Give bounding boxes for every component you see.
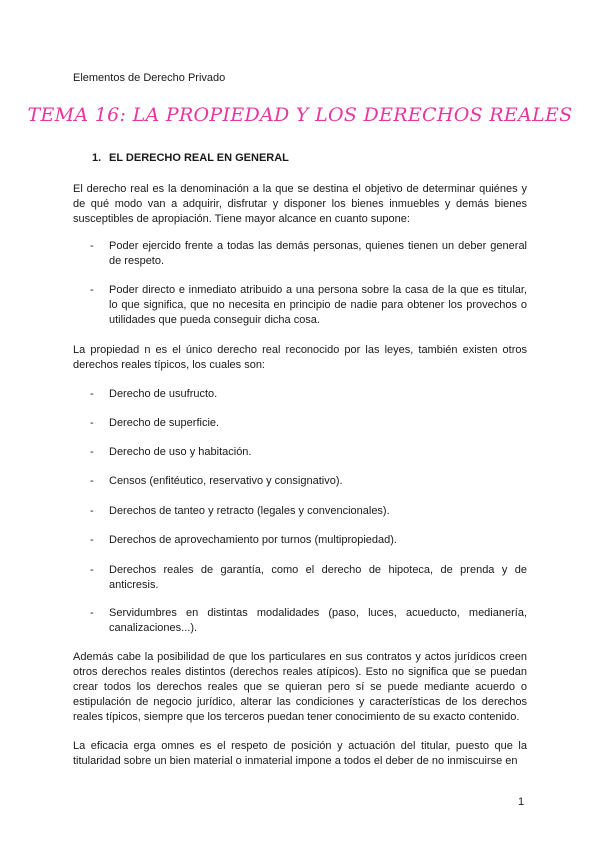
list-item-text: Poder ejercido frente a todas las demás personas, quienes tienen un deber general de respeto. — [109, 240, 527, 267]
list-item-text: Servidumbres en distintas modalidades (paso, luces, acueducto, medianería, canalizaciones...). — [109, 607, 527, 634]
document-header: Elementos de Derecho Privado — [73, 72, 226, 84]
paragraph-intro: El derecho real es la denominación a la que se destina el objetivo de determinar quiénes y de qué modo van a adquirir, disfrutar y disponer los bienes inmuebles y demás bienes susceptibles de apropiación. Tiene mayor alcance en cuanto supone: — [73, 183, 527, 225]
list-item — [90, 563, 527, 593]
list-item — [90, 445, 527, 460]
bullet-dash: - — [90, 284, 94, 296]
bullet-dash: - — [90, 240, 94, 252]
list-item-text: Derecho de usufructo. — [109, 388, 218, 400]
list-item-text: Poder directo e inmediato atribuido a una persona sobre la casa de la que es titular, lo que significa, que no necesita en principio de nadie para obtener los provechos o utilidades que pueda conseguir dicha cosa. — [109, 284, 527, 326]
list-item — [90, 504, 527, 519]
bullet-dash: - — [90, 475, 94, 487]
paragraph-typical-rights: La propiedad n es el único derecho real reconocido por las leyes, también existen otros derechos reales típicos, los cuales son: — [73, 344, 527, 371]
section-title: EL DERECHO REAL EN GENERAL — [109, 152, 289, 164]
bullet-dash: - — [90, 417, 94, 429]
bullet-dash: - — [90, 534, 94, 546]
bullet-dash: - — [90, 564, 94, 576]
list-item — [90, 283, 527, 328]
list-item-text: Derecho de superficie. — [109, 417, 220, 429]
section-number: 1. — [92, 152, 102, 164]
list-item — [90, 606, 527, 636]
bullet-dash: - — [90, 607, 94, 619]
section-heading — [92, 152, 289, 164]
list-item — [90, 387, 527, 402]
bullet-dash: - — [90, 388, 94, 400]
page-title: TEMA 16: LA PROPIEDAD Y LOS DERECHOS REALES — [27, 104, 573, 126]
list-item-text: Derechos de tanteo y retracto (legales y convencionales). — [109, 505, 390, 517]
bullet-dash: - — [90, 505, 94, 517]
list-item-text: Derecho de uso y habitación. — [109, 446, 252, 458]
list-item — [90, 239, 527, 269]
list-item — [90, 474, 527, 489]
paragraph-atypical-rights: Además cabe la posibilidad de que los particulares en sus contratos y actos jurídicos creen otros derechos reales distintos (derechos reales atípicos). Esto no significa que se puedan crear todos los derechos reales que se quieran pero sí se puede mediante acuerdo o estipulación de negocio jurídico, alterar las condiciones y características de los derechos reales típicos, siempre que los terceros puedan tener conocimiento de su exacto contenido. — [73, 651, 527, 723]
list-item — [90, 416, 527, 431]
list-item — [90, 533, 527, 548]
bullet-dash: - — [90, 446, 94, 458]
paragraph-erga-omnes: La eficacia erga omnes es el respeto de posición y actuación del titular, puesto que la titularidad sobre un bien material o inmaterial impone a todos el deber de no inmiscuirse en — [73, 740, 527, 767]
list-item-text: Derechos de aprovechamiento por turnos (multipropiedad). — [109, 534, 397, 546]
list-item-text: Derechos reales de garantía, como el derecho de hipoteca, de prenda y de anticresis. — [109, 564, 527, 591]
list-item-text: Censos (enfitéutico, reservativo y consignativo). — [109, 475, 343, 487]
page-number: 1 — [518, 796, 525, 808]
